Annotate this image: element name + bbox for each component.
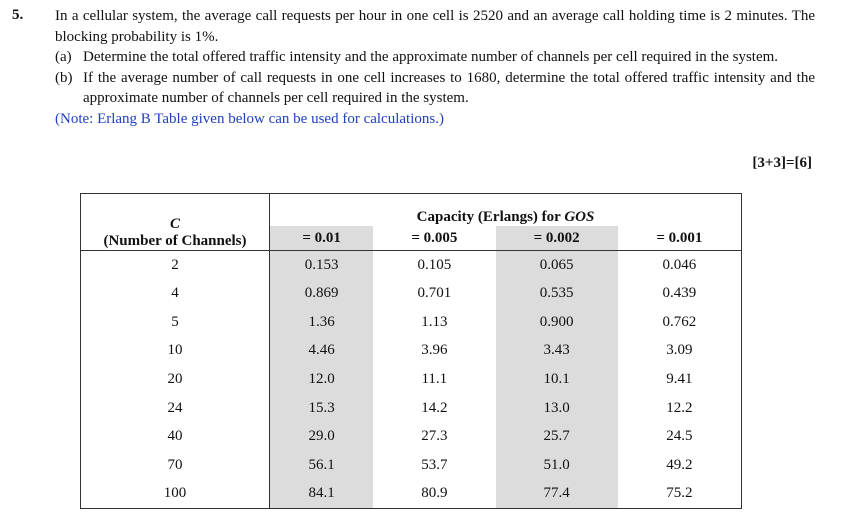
table-cell: 75.2 <box>666 485 693 502</box>
question-number: 5. <box>12 7 24 23</box>
table-cell: 3.09 <box>666 342 693 359</box>
table-cell: 14.2 <box>421 399 448 416</box>
gos-header: = 0.01 <box>270 226 374 251</box>
table-row <box>81 479 742 508</box>
table-cell: 27.3 <box>421 428 448 445</box>
table-cell: 12.0 <box>270 365 374 394</box>
table-cell: 24.5 <box>666 428 693 445</box>
table-cell: 84.1 <box>270 479 374 508</box>
table-cell: 0.762 <box>662 313 697 330</box>
table-cell: 100 <box>81 479 270 508</box>
table-row <box>81 365 742 394</box>
table-cell: 10.1 <box>496 365 618 394</box>
question-text <box>55 6 815 129</box>
table-cell: 0.900 <box>496 308 618 337</box>
question-note: (Note: Erlang B Table given below can be used for calculations.) <box>55 110 444 127</box>
table-cell: 0.105 <box>417 256 452 273</box>
gos-header: = 0.005 <box>373 226 495 251</box>
table-cell: 1.13 <box>421 313 448 330</box>
table-cell: 77.4 <box>496 479 618 508</box>
table-cell: 20 <box>81 365 270 394</box>
table-cell: 13.0 <box>496 394 618 423</box>
part-text: If the average number of call requests in one cell increases to 1680, determine the total offered traffic intensity and the approximate number of channels per cell required in the system. <box>83 69 815 106</box>
channels-symbol: C <box>169 216 180 232</box>
table-row <box>81 394 742 423</box>
table-cell: 25.7 <box>496 422 618 451</box>
table-cell: 0.535 <box>496 280 618 309</box>
table-cell: 49.2 <box>666 456 693 473</box>
table-cell: 40 <box>81 422 270 451</box>
table-cell: 24 <box>81 394 270 423</box>
question-part-b <box>55 68 815 109</box>
table-cell: 0.701 <box>417 285 452 302</box>
table-cell: 9.41 <box>666 370 693 387</box>
question-part-a <box>55 47 815 68</box>
table-row <box>81 337 742 366</box>
capacity-header <box>270 194 742 227</box>
table-cell: 80.9 <box>421 485 448 502</box>
table-cell: 0.153 <box>270 251 374 280</box>
table-cell: 51.0 <box>496 451 618 480</box>
table-cell: 4.46 <box>270 337 374 366</box>
part-label: (b) <box>55 69 73 86</box>
gos-header: = 0.002 <box>496 226 618 251</box>
table-row <box>81 308 742 337</box>
table-cell: 12.2 <box>666 399 693 416</box>
question-intro: In a cellular system, the average call requests per hour in one cell is 2520 and an average call holding time is 2 minutes. The blocking probability is 1%. <box>55 8 815 45</box>
table-cell: 70 <box>81 451 270 480</box>
table-row <box>81 280 742 309</box>
table-cell: 0.065 <box>496 251 618 280</box>
table-row <box>81 422 742 451</box>
table-cell: 3.96 <box>421 342 448 359</box>
table-row <box>81 451 742 480</box>
capacity-gos: GOS <box>564 209 595 225</box>
gos-header: = 0.001 <box>618 226 742 251</box>
table-cell: 0.439 <box>662 285 697 302</box>
table-row <box>81 251 742 280</box>
table-cell: 1.36 <box>270 308 374 337</box>
erlang-b-table <box>80 193 742 509</box>
table-cell: 2 <box>81 251 270 280</box>
table-cell: 10 <box>81 337 270 366</box>
table-cell: 29.0 <box>270 422 374 451</box>
table-cell: 53.7 <box>421 456 448 473</box>
table-cell: 5 <box>81 308 270 337</box>
part-text: Determine the total offered traffic intensity and the approximate number of channels per cell required in the system. <box>83 49 779 65</box>
table-cell: 15.3 <box>270 394 374 423</box>
table-cell: 0.046 <box>662 256 697 273</box>
capacity-prefix: Capacity (Erlangs) for <box>416 209 565 225</box>
part-label: (a) <box>55 49 72 65</box>
channels-column-header <box>81 194 270 251</box>
table-cell: 4 <box>81 280 270 309</box>
marks-allocation: [3+3]=[6] <box>752 155 812 171</box>
table-cell: 56.1 <box>270 451 374 480</box>
table-cell: 11.1 <box>421 370 448 387</box>
channels-label: (Number of Channels) <box>103 233 247 249</box>
table-cell: 3.43 <box>496 337 618 366</box>
table-cell: 0.869 <box>270 280 374 309</box>
